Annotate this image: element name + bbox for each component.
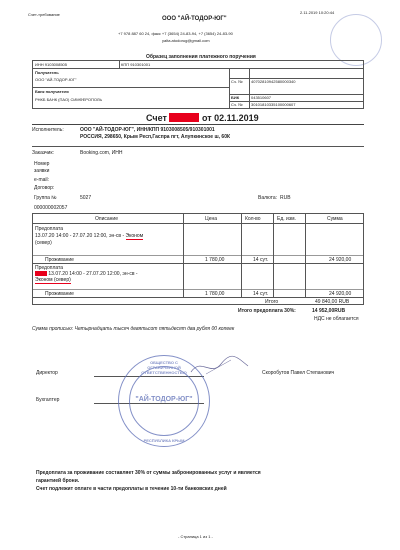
amount-in-words: Сумма прописью: Четырнадцать тысяч девятьсот пятьдесят два рубля 00 копеек — [32, 326, 235, 332]
payee-inn: ИНН 9103008505 — [35, 62, 68, 67]
row2-sum: 24 920,00 — [329, 291, 352, 297]
email-label: e-mail: — [34, 177, 50, 183]
invoice-title — [146, 113, 259, 123]
row2-room-label: Эконом (север) — [35, 277, 71, 283]
director-name: Скоробутов Павел Степанович — [262, 370, 335, 376]
bank-name: РНКБ БАНК (ПАО) СИМФЕРОПОЛЬ — [35, 97, 103, 102]
stamp-bottom-text: РЕСПУБЛИКА КРЫМ — [143, 438, 185, 443]
col-header-price: Цена — [205, 216, 218, 222]
executor-line1: ООО "АЙ-ТОДОР-ЮГ", ИНН/КПП 9103008505/910301001 — [80, 127, 215, 133]
redacted-invoice-number — [169, 113, 199, 122]
payee-label: Получатель — [35, 70, 59, 75]
row1-service: Проживание — [45, 257, 74, 263]
total-value: 49 840,00 RUB — [315, 299, 350, 305]
row2-line2: 13.07.20 14:00 - 27.07.20 12:00, эн-св - — [48, 271, 138, 277]
table-row — [35, 233, 143, 239]
account-label: Сч. № — [231, 79, 243, 84]
payee-kpp: КПП 910301001 — [121, 62, 151, 67]
corr-account: 30101810335100000607 — [251, 102, 296, 107]
row1-line1: Предоплата — [35, 226, 64, 232]
total-label: Итого — [265, 299, 279, 305]
account-number: 40702810942580000340 — [251, 79, 296, 84]
row1-price: 1 780,00 — [205, 257, 225, 263]
vat-note: НДС не облагается — [314, 316, 359, 322]
row1-qty: 14 сут. — [253, 257, 269, 263]
corr-label: Сч. № — [231, 102, 243, 107]
stamp-outer-text: ОБЩЕСТВО С ОГРАНИЧЕННОЙ ОТВЕТСТВЕННОСТЬЮ — [141, 360, 187, 375]
company-stamp — [118, 355, 210, 447]
row1-line3: (север) — [35, 240, 52, 246]
customer-label: Заказчик: — [32, 150, 54, 156]
printed-at: 2.11.2019 10:20:44 — [300, 10, 335, 15]
footer-note-3: Счет подлежит оплате в части предоплаты в течение 10-ти банковских дней — [36, 486, 227, 492]
row1-line2: 13.07.20 14:00 - 27.07.20 12:00, эн-св - — [35, 233, 125, 239]
row2-price: 1 780,00 — [205, 291, 225, 297]
customer-value: Booking.com, ИНН — [80, 150, 123, 156]
redacted-row2 — [35, 271, 47, 276]
bik-value: 043510607 — [251, 95, 272, 100]
row2-service: Проживание — [45, 291, 74, 297]
executor-line2: РОССИЯ, 298650, Крым Респ,Гаспра пгт, Алупкинское ш, 60К — [80, 134, 231, 140]
company-phones: +7 978 887 60 24, факс +7 (3654) 24-83-94, +7 (3654) 24-83-90 — [118, 31, 233, 36]
services-table — [32, 213, 364, 305]
currency-label: Валюта: — [258, 195, 278, 201]
request-no-label: Номер — [34, 161, 50, 167]
doc-code: 000000002057 — [34, 205, 68, 211]
row1-sum: 24 920,00 — [329, 257, 352, 263]
accountant-label: Бухгалтер — [36, 397, 60, 403]
payment-sample-title: Образец заполнения платежного поручения — [146, 54, 256, 60]
col-header-qty: Кол-во — [245, 216, 261, 222]
row2-line1: Предоплата — [35, 265, 64, 271]
company-title: ООО "АЙ-ТОДОР-ЮГ" — [162, 16, 227, 22]
title-divider — [32, 124, 364, 125]
col-header-sum: Сумма — [327, 216, 343, 222]
executor-divider — [32, 146, 364, 147]
bank-label: Банк получателя — [35, 89, 69, 94]
col-header-unit: Ед. изм. — [277, 216, 296, 222]
payee-name: ООО "АЙ-ТОДОР-ЮГ" — [35, 77, 77, 82]
doc-kind: Счет-требование — [28, 12, 60, 17]
company-email: yalta.atodorug@gmail.com — [162, 38, 210, 43]
footer-note-2: гарантией брони. — [36, 478, 80, 484]
page-footer: - Страница 1 из 1 - — [178, 534, 213, 539]
group-value: 5027 — [80, 195, 92, 201]
footer-note-1: Предоплата за проживание составляет 30% от суммы забронированных услуг и является — [36, 470, 261, 476]
bik-label: БИК — [231, 95, 240, 100]
contract-label: Договор: — [34, 185, 55, 191]
currency-value: RUB — [280, 195, 291, 201]
group-label: Группа № — [34, 195, 57, 201]
invoice-title-prefix: Счет — [146, 113, 167, 123]
stamp-center-text: "АЙ-ТОДОР-ЮГ" — [135, 396, 193, 403]
row2-qty: 14 сут. — [253, 291, 269, 297]
faint-stamp-top — [330, 14, 382, 66]
payment-sample-table — [32, 60, 364, 109]
director-label: Директор — [36, 370, 58, 376]
row1-room-label: Эконом — [125, 233, 144, 239]
prepay-label: Итого предоплата 30%: — [238, 308, 296, 314]
request-no-label2: заявки — [34, 168, 50, 174]
col-header-description: Описание — [95, 216, 119, 222]
prepay-value: 14 952,00RUB — [312, 308, 346, 314]
invoice-title-date: от 02.11.2019 — [201, 113, 259, 123]
table-row — [35, 277, 71, 283]
executor-label: Исполнитель: — [32, 127, 64, 133]
